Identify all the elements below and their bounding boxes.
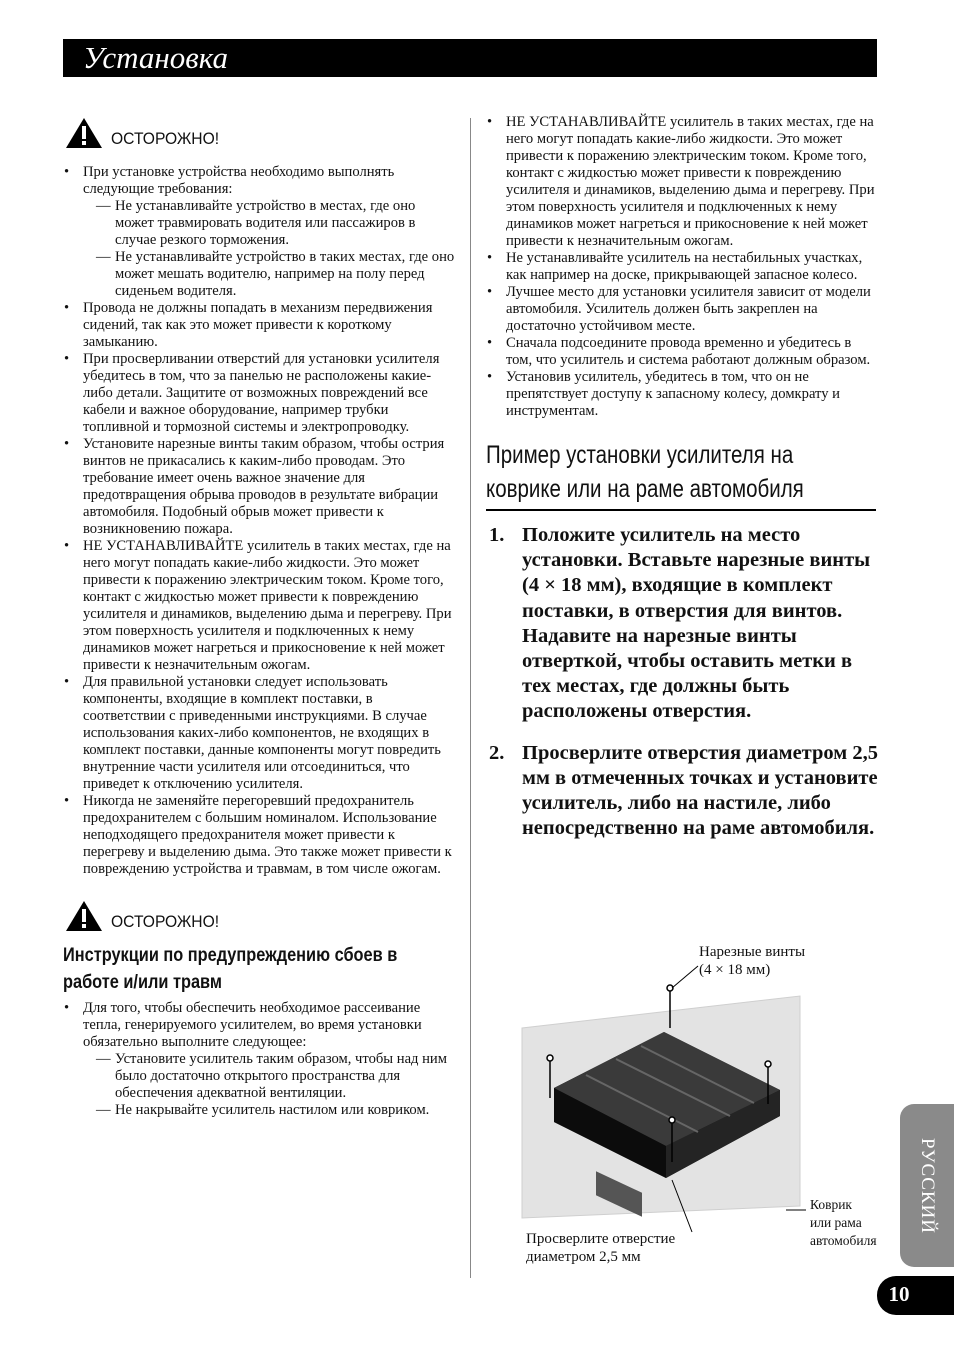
list-item: • Лучшее место для установки усилителя зависит от модели автомобиля. Усилитель должен быть закреплен на достаточно устойчивом месте. [486,284,878,335]
sub-item: — Не устанавливайте устройство в местах, где оно может травмировать водителя или пассажиров в случае резкого торможения. [63,198,455,249]
header-bar [63,39,877,77]
list-item: • Сначала подсоедините провода временно и убедитесь в том, что усилитель и система работают должным образом. [486,335,878,369]
mat-label: Коврик или рама автомобиля [810,1197,877,1248]
step-item: 2. Просверлите отверстия диаметром 2,5 мм в отмеченных точках и установите усилитель, либо на настиле, либо непосредственно на раме автомобиля. [489,741,878,840]
step-item: 1. Положите усилитель на место установки. Вставьте нарезные винты (4 × 18 мм), входящие в комплект поставки, в отверстия для винтов. Надавите на нарезные винты отверткой, чтобы оставить метки в тех местах, где должны быть расположены отверстия. [489,524,871,723]
warning-icon [65,900,103,932]
list-item: • НЕ УСТАНАВЛИВАЙТЕ усилитель в таких местах, где на него могут попадать какие-либо жидкости. Это может привести к поражению электрическим током. Кроме того, контакт с жидкостью может привести к повреждению усилителя и динамиков, выделению дыма и перегреву. При этом поверхность усилителя и подключенных к нему динамиков может нагреться и прикосновение к ней может привести к незначительным ожогам. [486,114,878,250]
caution-list-2 [63,1000,455,1119]
list-item: • Для того, чтобы обеспечить необходимое рассеивание тепла, генерируемого усилителем, во время установки обязательно выполните следующее: — Установите усилитель таким образом, чтобы над ним было достаточно открытого пространства для обеспечения адекватной вентиляции. — Не накрывайте усилитель настилом или ковриком. [63,1000,455,1119]
screws-label: Нарезные винты (4 × 18 мм) [699,944,806,978]
page-title: Установка [83,40,228,75]
page-number: 10 [877,1276,954,1315]
list-item: • НЕ УСТАНАВЛИВАЙТЕ усилитель в таких местах, где на него могут попадать какие-либо жидкости. Это может привести к поражению электрическим током. Кроме того, контакт с жидкостью может привести к повреждению усилителя и динамиков, выделению дыма и перегреву. При этом поверхность усилителя и подключенных к нему динамиков может нагреться и прикосновение к ней может привести к незначительным ожогам. [63,538,455,674]
list-item: • Установите нарезные винты таким образом, чтобы острия винтов не прикасались к каким-либо проводам. Это требование имеет очень важное значение для предотвращения обрыва проводов в результате вибрации автомобиля. Подобный обрыв может привести к возникновению пожара. [63,436,455,538]
installation-diagram [486,940,906,1280]
list-item: • Провода не должны попадать в механизм передвижения сидений, так как это может привести к короткому замыканию. [63,300,455,351]
left-column [63,117,455,1119]
list-item: • При установке устройства необходимо выполнять следующие требования: — Не устанавливайте устройство в местах, где оно может травмировать водителя или пассажиров в случае резкого торможения. — Не устанавливайте устройство в таких местах, где оно может мешать водителю, например на полу перед сиденьем водителя. [63,164,455,300]
list-item: • Не устанавливайте усилитель на нестабильных участках, как например на доске, прикрывающей запасное колесо. [486,250,878,284]
sub-item: — Установите усилитель таким образом, чтобы над ним было достаточно открытого пространства для обеспечения адекватной вентиляции. [63,1051,455,1102]
list-item: • Никогда не заменяйте перегоревший предохранитель предохранителем с большим номиналом. Использование неподходящего предохранителя может привести к перегреву и выделению дыма. Это также может привести к повреждению устройства и травмам, в том числе ожогам. [63,793,455,878]
right-column [486,114,878,857]
language-tab: РУССКИЙ [900,1104,954,1267]
list-item: • Установив усилитель, убедитесь в том, что он не препятствует доступу к запасному колесу, домкрату и инструментам. [486,369,878,420]
list-item: • Для правильной установки следует использовать компоненты, входящие в комплект поставки, в соответствии с приведенными инструкциями. В случае использования каких-либо компонентов, не входящих в комплект поставки, данные компоненты могут повредить внутренние части усилителя или отсоединиться, что приведет к отключению усилителя. [63,674,455,793]
caution-list-continued [486,114,878,420]
section-rule [486,509,876,511]
column-divider [470,118,471,1278]
list-item: • При просверливании отверстий для установки усилителя убедитесь в том, что за панелью не расположены какие-либо детали. Защитите от возможных повреждений все кабели и важное оборудование, например трубки топливной и тормозной системы и электропроводку. [63,351,455,436]
sub-item: — Не накрывайте усилитель настилом или ковриком. [63,1102,455,1119]
caution-label: ОСТОРОЖНО! [111,912,220,931]
caution-heading [65,900,455,932]
caution-heading [65,117,455,149]
warning-icon [65,117,103,149]
caution-label: ОСТОРОЖНО! [111,129,220,148]
section-title: Пример установки усилителя на коврике или на раме автомобиля [486,441,804,503]
steps-list [486,523,878,841]
drill-label: Просверлите отверстие диаметром 2,5 мм [526,1231,676,1265]
caution-list [63,164,455,878]
sub-item: — Не устанавливайте устройство в таких местах, где оно может мешать водителю, например на полу перед сиденьем водителя. [63,249,455,300]
subheading: Инструкции по предупреждению сбоев в работе и/или травм [63,945,398,993]
